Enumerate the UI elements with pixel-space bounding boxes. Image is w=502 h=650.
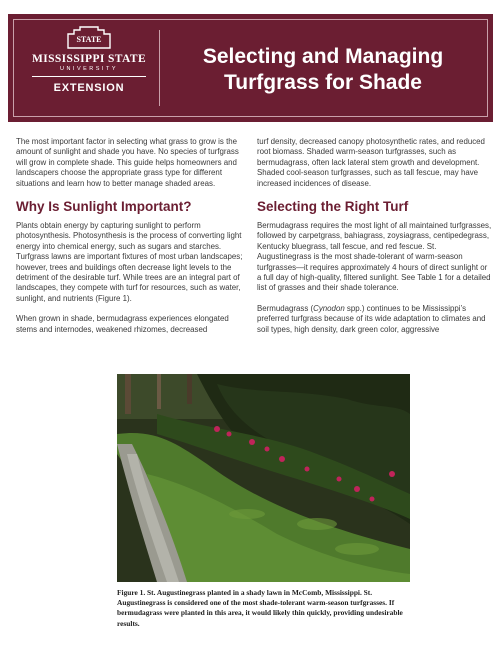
msu-extension-logo[interactable] (28, 26, 150, 112)
logo-name: MISSISSIPPI STATE (31, 53, 147, 65)
msu-state-mark-icon (66, 26, 112, 50)
title-line-1: Selecting and Managing (202, 45, 444, 68)
bermudagrass-paragraph (257, 304, 492, 335)
figure-1-caption: Figure 1. St. Augustinegrass planted in a shady lawn in McComb, Mississippi. St. Augustinegrass is considered one of the most shade-tolerant warm-season turfgrasses. If bermudagrass were planted in this area, it would likely thin quickly, providing undesirable results. (117, 588, 403, 628)
continued-paragraph: turf density, decreased canopy photosynthetic rates, and reduced root biomass. Shaded warm-season turfgrasses, such as bermudagrass, often lack lateral stem growth and development. Shaded cool-season turfgrasses, such as tall fescue, may have increased incidences of disease. (257, 137, 485, 188)
left-column (16, 137, 251, 345)
figure-1-photo (117, 374, 410, 582)
intro-paragraph: The most important factor in selecting what grass to grow is the amount of sunlight and shade you have. No species of turfgrass will grow in complete shade. This guide helps homeowners and landscapers choose the appropriate grass type for different situations and learn how to better manage shaded areas. (16, 137, 239, 188)
title-line-2: Turfgrass for Shade (224, 71, 422, 94)
bermudagrass-text-b: spp.) continues to be Mississippi’s preferred turfgrass because of its wide adaptation to climates and soil types, high density, dark green color, aggressive (257, 303, 486, 334)
header-divider (159, 30, 160, 106)
section-heading-sunlight: Why Is Sunlight Important? (16, 199, 192, 215)
right-column (257, 137, 492, 345)
section-heading-right-turf: Selecting the Right Turf (257, 199, 409, 215)
page-title (168, 44, 478, 96)
logo-university: UNIVERSITY (32, 65, 146, 77)
logo-extension: EXTENSION (53, 82, 125, 94)
bermudagrass-shade-paragraph: When grown in shade, bermudagrass experiences elongated stems and internodes, weakened rhizomes, decreased (16, 314, 229, 334)
cynodon-genus: Cynodon (313, 303, 345, 313)
sunlight-paragraph: Plants obtain energy by capturing sunlight to perform photosynthesis. Photosynthesis is the process of converting light energy into chemical energy, such as sugars and starches. Turfgrass lawns are important fixtures of most urban landscapes; however, trees and buildings often decrease light levels to the detriment of the desirable turf. While trees are an integral part of landscapes, they compete with turf for resources, such as water, sunlight, and nutrients (Figure 1). (16, 221, 243, 303)
bermudagrass-text-a: Bermudagrass ( (257, 303, 314, 313)
header-banner (8, 14, 493, 122)
light-requirements-paragraph: Bermudagrass requires the most light of all maintained turfgrasses, followed by carpetgrass, bahiagrass, zoysiagrass, centipedegrass, Kentucky bluegrass, tall fescue, and red fescue. St. Augustinegrass is the most shade-tolerant of warm-season turfgrasses—it requires approximately 4 hours of direct sunlight or a full day of high-quality, filtered sunlight. See Table 1 for a detailed list of grasses and their shade tolerance. (257, 221, 492, 293)
logo-mark-text: STATE (76, 35, 102, 44)
